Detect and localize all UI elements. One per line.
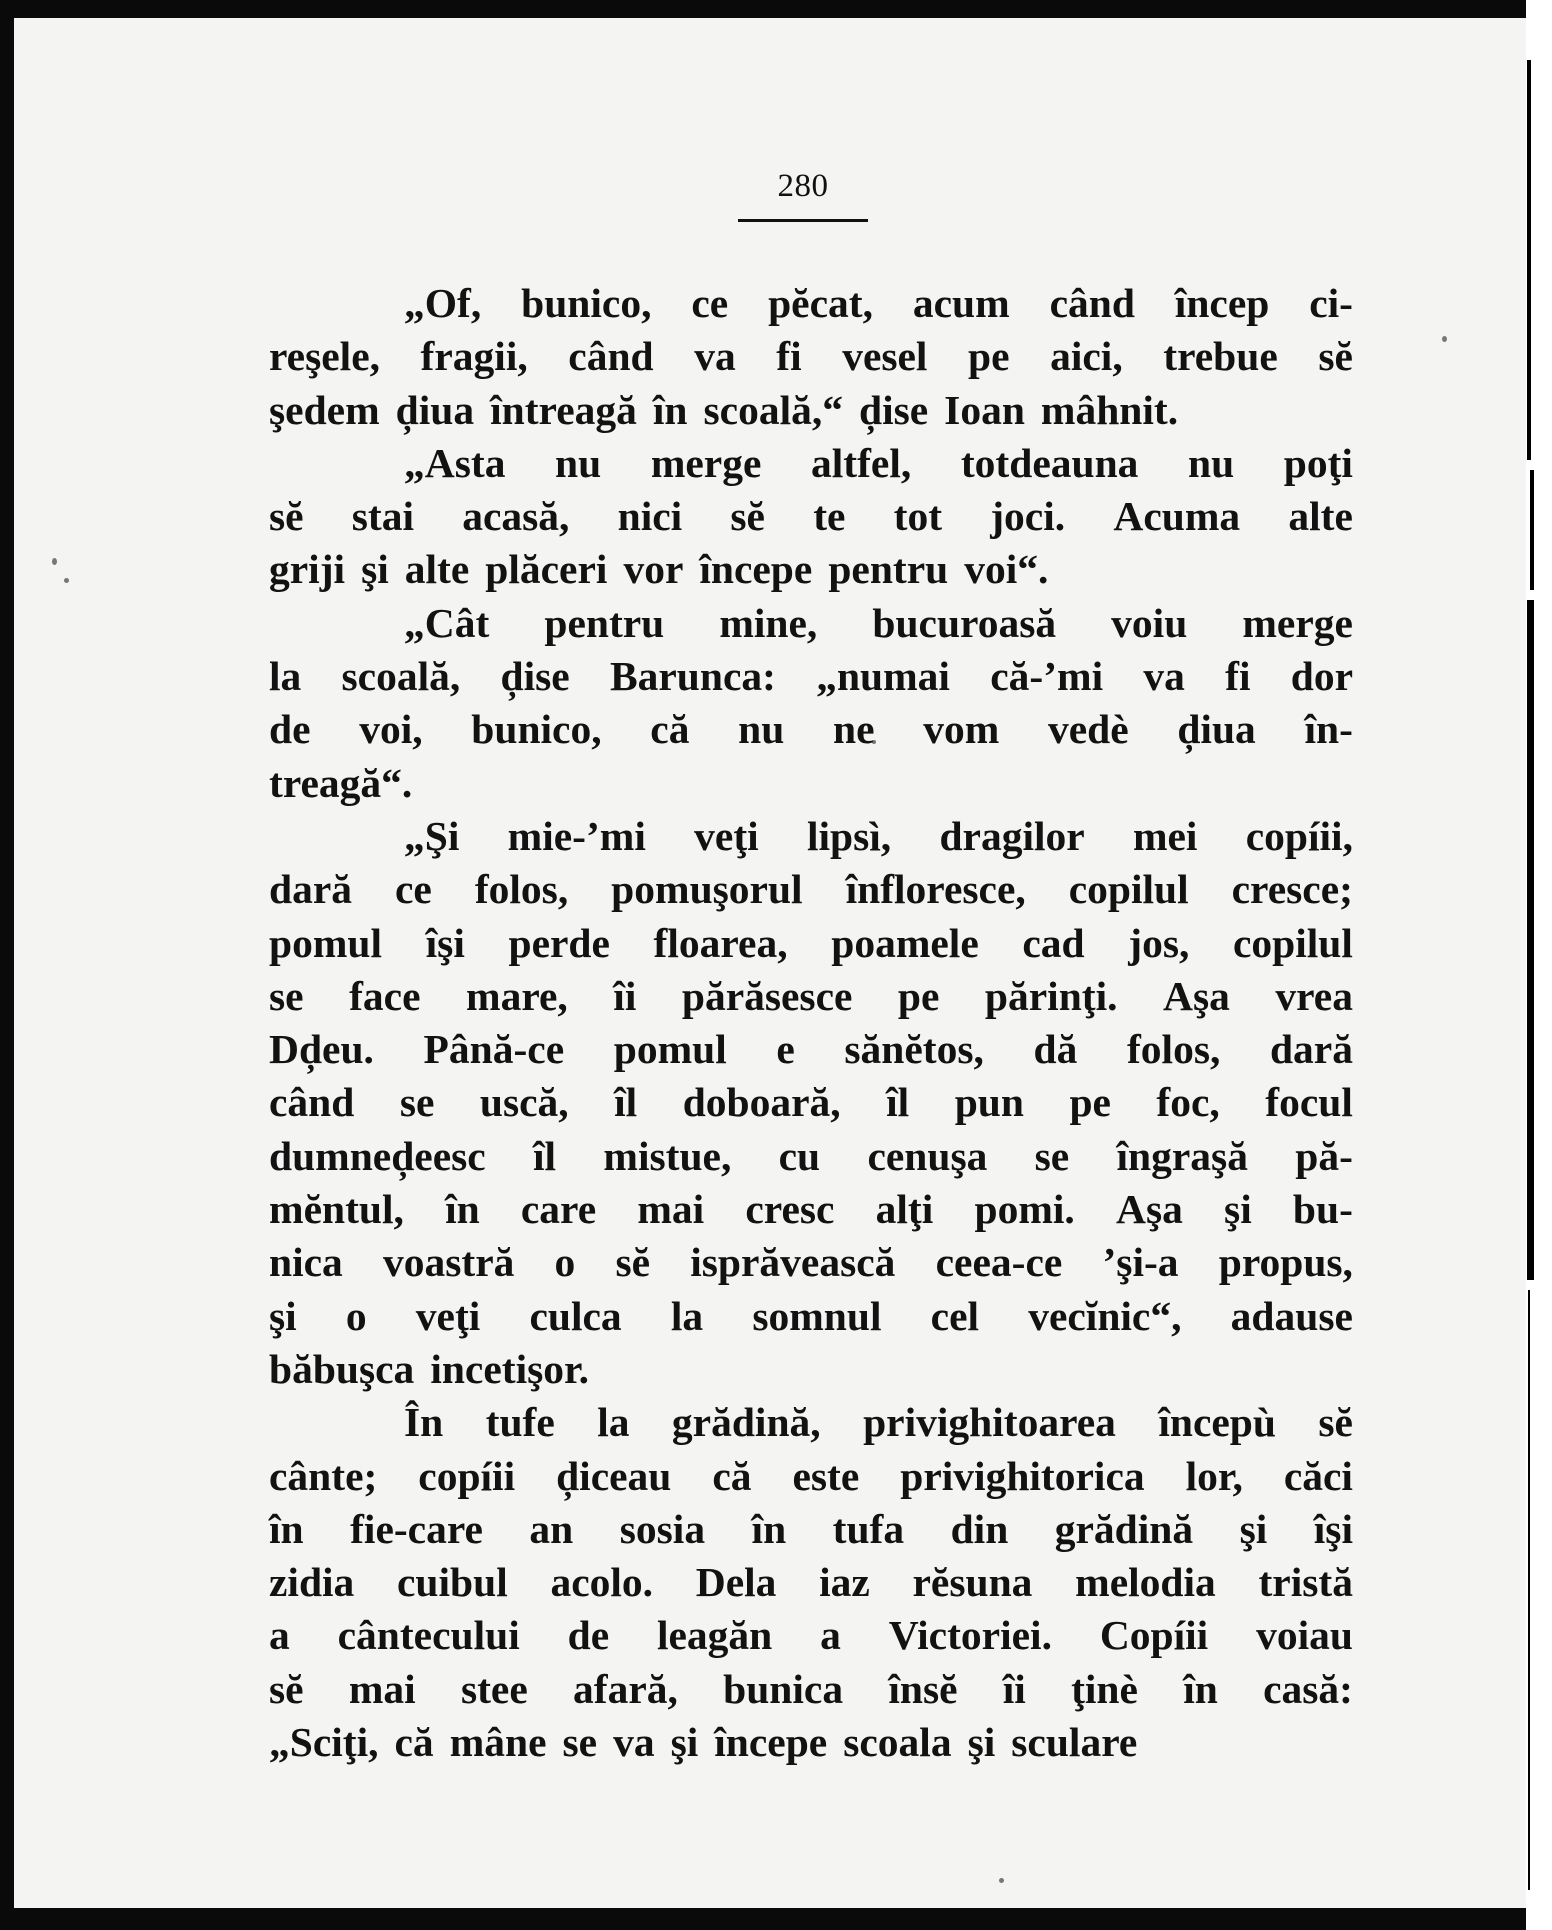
text-line: şedem ḑiua întreagă în scoală,“ ḑise Ioan mâhnit. bbox=[269, 386, 1179, 433]
text-line: cânte; copíii ḑiceau că este privighitorica lor, căci bbox=[269, 1452, 1353, 1499]
body-text bbox=[269, 277, 1353, 1769]
text-line: pomul îşi perde floarea, poamele cad jos, copilul bbox=[269, 919, 1353, 966]
text-line: sĕ mai stee afară, bunica însĕ îi ţinè în casă: bbox=[269, 1665, 1353, 1712]
page-number: 280 bbox=[777, 168, 829, 204]
book-page bbox=[14, 18, 1526, 1908]
text-line: treagă“. bbox=[269, 759, 413, 806]
text-line: zidia cuibul acolo. Dela iaz rĕsuna melodia tristă bbox=[269, 1559, 1353, 1606]
edge-rule bbox=[1527, 600, 1534, 1280]
edge-rule bbox=[1530, 470, 1534, 590]
text-line: „Asta nu merge altfel, totdeauna nu poţi bbox=[404, 439, 1353, 486]
text-line: dumneḑeesc îl mistue, cu cenuşa se îngraşă pă- bbox=[269, 1132, 1353, 1179]
text-line: griji şi alte plăceri vor începe pentru voi“. bbox=[269, 546, 1049, 593]
text-line: Dḑeu. Până-ce pomul e sănĕtos, dă folos, dară bbox=[269, 1026, 1353, 1073]
text-line: şi o veţi culca la somnul cel vecĭnic“, adause bbox=[269, 1292, 1353, 1339]
text-line: în fie-care an sosia în tufa din grădină şi îşi bbox=[269, 1505, 1353, 1552]
page-right-edge bbox=[1526, 0, 1552, 1930]
text-line: când se uscă, îl doboară, îl pun pe foc, focul bbox=[269, 1079, 1353, 1126]
text-line: băbuşca incetişor. bbox=[269, 1345, 589, 1392]
edge-rule bbox=[1528, 1290, 1530, 1890]
text-line: „Sciţi, că mâne se va şi începe scoala şi sculare bbox=[269, 1719, 1138, 1766]
paper-speck bbox=[999, 1878, 1004, 1883]
text-line: În tufe la grădină, privighitoarea începù sĕ bbox=[404, 1399, 1353, 1446]
text-line: sĕ stai acasă, nici sĕ te tot joci. Acuma alte bbox=[269, 493, 1353, 540]
text-line: mĕntul, în care mai cresc alţi pomi. Aşa şi bu- bbox=[269, 1186, 1353, 1233]
paper-speck bbox=[52, 558, 57, 565]
text-line: a cântecului de leagăn a Victoriei. Copíii voiau bbox=[269, 1612, 1353, 1659]
text-line: reşele, fragii, când va fi vesel pe aici, trebue sĕ bbox=[269, 333, 1353, 380]
text-line: la scoală, ḑise Barunca: „numai că-’mi va fi dor bbox=[269, 653, 1353, 700]
text-line: se face mare, îi părăsesce pe părinţi. Aşa vrea bbox=[269, 972, 1353, 1019]
text-line: de voi, bunico, că nu ne vom vedè ḑiua în- bbox=[269, 706, 1353, 753]
edge-rule bbox=[1527, 60, 1531, 460]
text-line: nica voastră o sĕ isprăvească ceea-ce ’şi-a propus, bbox=[269, 1239, 1353, 1286]
text-line: „Cât pentru mine, bucuroasă voiu merge bbox=[404, 599, 1353, 646]
text-line: „Şi mie-’mi veţi lipsì, dragilor mei copíii, bbox=[404, 812, 1353, 859]
page-number-rule bbox=[738, 219, 868, 222]
paper-speck bbox=[1442, 336, 1447, 342]
paper-speck bbox=[64, 578, 69, 583]
text-line: „Of, bunico, ce pĕcat, acum când încep ci- bbox=[404, 280, 1353, 326]
text-line: dară ce folos, pomuşorul înfloresce, copilul cresce; bbox=[269, 866, 1353, 913]
